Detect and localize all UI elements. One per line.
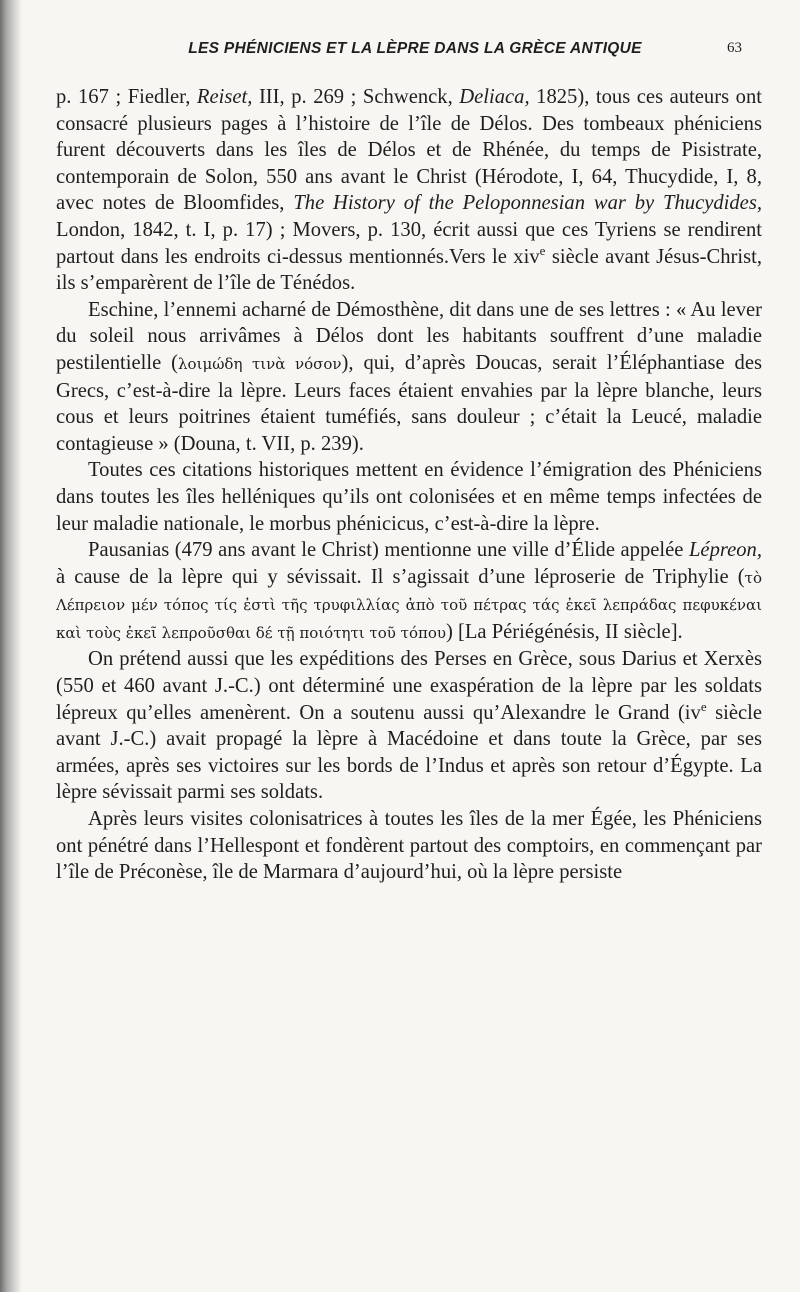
greek-quote: τὸ Λέπρειον μέν τόπος τίς ἐστὶ τῆς τρυφιλλίας ἀπὸ τοῦ πέτρας τάς ἐκεῖ λεπράδας πεφυκέναι καὶ τοὺς ἐκεῖ λεπροῦσθαι δέ τῇ ποιότητι τοῦ τόπου	[56, 568, 762, 642]
text-run: ) [La Périégénésis, II siècle].	[445, 620, 683, 643]
text-run: Toutes ces citations historiques mettent en évidence l’émigration des Phéniciens dans toutes les îles helléniques qu’ils ont colonisées et en même temps infectées de leur maladie nationale, le morbus phénicicus, c’est-à-dire la lèpre.	[56, 459, 762, 535]
paragraph-3	[56, 457, 762, 537]
running-header	[88, 40, 742, 66]
superscript: e	[539, 242, 546, 258]
superscript: e	[700, 698, 707, 714]
text-run: siècle avant Jésus-Christ, ils s’emparèrent de l’île de Ténédos.	[56, 245, 762, 295]
text-run: p. 167 ; Fiedler,	[56, 86, 197, 108]
text-run: London, 1842, t. I, p. 17) ; Movers, p. 130, écrit aussi que ces Tyriens se rendirent partout dans les endroits ci-dessus mentionnés.Vers le xiv	[56, 218, 762, 268]
italic-title: Reiset,	[196, 86, 253, 108]
text-run: Eschine, l’ennemi acharné de Démosthène, dit dans une de ses lettres : « Au lever du soleil nous arrivâmes à Délos dont les habitants souffrent d’une maladie pestilentielle (	[56, 298, 762, 374]
text-run: On prétend aussi que les expéditions des Perses en Grèce, sous Darius et Xerxès (550 et 460 avant J.-C.) ont déterminé une exaspération de la lèpre par les soldats lépreux qu’elles amenèrent. On a soutenu aussi qu’Alexandre le Grand (iv	[56, 648, 762, 724]
greek-quote: λοιμώδη τινὰ νόσον	[178, 354, 342, 373]
italic-title: Lépreon,	[688, 539, 762, 562]
body-text	[56, 84, 762, 886]
paragraph-4	[56, 537, 762, 646]
text-run: ), qui, d’après Doucas, serait l’Éléphantiase des Grecs, c’est-à-dire la lèpre. Leurs faces étaient envahies par la lèpre blanche, leurs cous et leurs poitrines étaient tuméfiés, sans douleur ; c’était la Leucé, maladie contagieuse » (Douna, t. VII, p. 239).	[56, 351, 763, 455]
text-run: siècle avant J.-C.) avait propagé la lèpre à Macédoine et dans toute la Grèce, par ses armées, après ses victoires sur les bords de l’Indus et après son retour d’Égypte. La lèpre sévissait parmi ses soldats.	[56, 701, 763, 804]
paragraph-6	[56, 806, 762, 886]
text-run: Pausanias (479 ans avant le Christ) mentionne une ville d’Élide appelée	[88, 539, 689, 562]
text-run: Après leurs visites colonisatrices à toutes les îles de la mer Égée, les Phéniciens ont pénétré dans l’Hellespont et fondèrent partout des comptoirs, en commençant par l’île de Préconèse, île de Marmara d’aujourd’hui, où la lèpre persiste	[56, 808, 762, 884]
running-title: LES PHÉNICIENS ET LA LÈPRE DANS LA GRÈCE ANTIQUE	[188, 40, 642, 57]
italic-title: The History of the Peloponnesian war by Thucydides,	[293, 192, 762, 215]
binding-shadow	[0, 0, 22, 1292]
page-number: 63	[727, 40, 742, 56]
text-run: à cause de la lèpre qui y sévissait. Il s’agissait d’une léproserie de Triphylie (	[56, 565, 745, 588]
text-run: III, p. 269 ; Schwenck,	[252, 86, 460, 108]
paragraph-2	[56, 297, 762, 458]
italic-title: Deliaca,	[459, 86, 530, 108]
paragraph-1	[56, 84, 762, 297]
text-run: 1825), tous ces auteurs ont consacré plusieurs pages à l’histoire de l’île de Délos. Des tombeaux phéniciens furent découverts dans les îles de Délos et de Rhénée, du temps de Pisistrate, contemporain de Solon, 550 ans avant le Christ (Hérodote, I, 64, Thucydide, I, 8, avec notes de Bloomfides,	[56, 86, 762, 215]
paragraph-5	[56, 646, 762, 806]
